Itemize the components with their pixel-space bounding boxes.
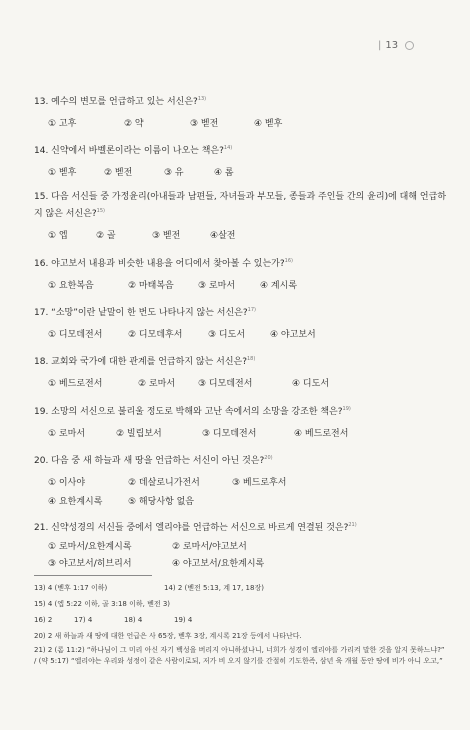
option-1[interactable]: ① 엡	[48, 231, 68, 241]
option-list	[34, 426, 446, 440]
footnote-16: 16) 2	[34, 616, 53, 624]
footnote-ref: 18)	[247, 356, 256, 362]
question-16	[34, 254, 446, 292]
question-text: 21. 신약성경의 서신들 중에서 엘리야를 언급하는 서신으로 바르게 연결된 것은?	[34, 523, 349, 533]
option-list-row-2	[34, 556, 446, 570]
footnote-14: 14) 2 (벧전 5:13, 계 17, 18장)	[164, 584, 264, 592]
footnote-18: 18) 4	[124, 616, 143, 624]
option-list-row-2	[34, 494, 446, 508]
footnote-17: 17) 4	[74, 616, 93, 624]
option-2[interactable]: ② 약	[124, 119, 144, 129]
option-2[interactable]: ② 디모데후서	[128, 330, 183, 340]
option-1[interactable]: ① 베드로전서	[48, 379, 103, 389]
footnote-19: 19) 4	[174, 616, 193, 624]
option-4[interactable]: ④ 디도서	[292, 379, 330, 389]
question-text: 19. 소망의 서신으로 불리울 정도로 박해와 고난 속에서의 소망을 강조한 책은?	[34, 407, 343, 417]
option-3[interactable]: ③ 벧전	[190, 119, 219, 129]
footnote-ref: 21)	[348, 522, 357, 528]
question-14	[34, 141, 446, 179]
question-text: 14. 신약에서 바벨론이라는 이름이 나오는 책은?	[34, 146, 224, 156]
question-text: 13. 예수의 변모를 언급하고 있는 서신은?	[34, 97, 198, 107]
option-list	[34, 278, 446, 292]
footnote-ref: 15)	[96, 208, 105, 214]
option-3[interactable]: ③ 베드로후서	[232, 478, 287, 488]
footnote-20: 20) 2 새 하늘과 새 땅에 대한 언급은 사 65장, 벧후 3장, 계시록 21장 등에서 나타난다.	[34, 632, 302, 640]
option-4[interactable]: ④ 벧후	[254, 119, 283, 129]
option-2[interactable]: ② 로마서	[138, 379, 176, 389]
footnote-13-14	[34, 582, 446, 594]
option-2[interactable]: ② 빌립보서	[116, 429, 162, 439]
question-13	[34, 92, 446, 130]
footnote-16-19	[34, 614, 446, 626]
option-4[interactable]: ④ 야고보서	[270, 330, 316, 340]
question-19	[34, 402, 446, 440]
circle-ornament-icon	[405, 41, 414, 50]
question-text: 17. “소망”이란 낱말이 한 번도 나타나지 않는 서신은?	[34, 308, 248, 318]
question-15	[34, 190, 446, 242]
footnote-15: 15) 4 (엡 5:22 이하, 골 3:18 이하, 벧전 3)	[34, 600, 171, 608]
option-1[interactable]: ① 로마서	[48, 429, 86, 439]
question-text: 20. 다음 중 새 하늘과 새 땅을 언급하는 서신이 아닌 것은?	[34, 456, 265, 466]
footnote-21: 21) 2 (롬 11:2) “하나님이 그 미리 아신 자기 백성을 버리지 아니하셨나니, 너희가 성경이 엘리야를 가리켜 말한 것을 알지 못하느냐?” / (약 5:17) “엘리야는 우리와 성정이 같은 사람이로되, 저가 비 오지 않기를 간절히 기도한즉, 삼년 육 개월 동안 땅에 비가 아니 오고,”	[34, 646, 445, 665]
option-1[interactable]: ① 로마서/요한계시록	[48, 542, 132, 552]
footnote-divider	[34, 575, 152, 576]
question-text: 15. 다음 서신들 중 가정윤리(아내들과 남편들, 자녀들과 부모들, 종들과 주인들 간의 윤리)에 대해 언급하지 않은 서신은?	[34, 192, 447, 219]
question-text: 16. 야고보서 내용과 비슷한 내용을 어디에서 찾아볼 수 있는가?	[34, 259, 285, 269]
question-21	[34, 518, 446, 570]
footnote-ref: 17)	[247, 307, 256, 313]
footnote-ref: 14)	[223, 145, 233, 151]
header-divider: |	[378, 40, 382, 51]
option-list	[34, 228, 446, 242]
option-2[interactable]: ② 마태복음	[128, 281, 174, 291]
option-3[interactable]: ③ 벧전	[152, 231, 181, 241]
option-4[interactable]: ④ 롬	[214, 168, 234, 178]
option-2[interactable]: ② 골	[96, 231, 116, 241]
option-list	[34, 475, 446, 489]
option-4[interactable]: ④ 베드로전서	[294, 429, 349, 439]
option-3[interactable]: ③ 디모데전서	[202, 429, 257, 439]
option-1[interactable]: ① 요한복음	[48, 281, 94, 291]
footnote-ref: 20)	[264, 455, 273, 461]
option-2[interactable]: ② 데살로니가전서	[128, 478, 200, 488]
option-4[interactable]: ④ 계시록	[260, 281, 298, 291]
footnote-13: 13) 4 (벧후 1:17 이하)	[34, 584, 108, 592]
option-list	[34, 327, 446, 341]
option-3[interactable]: ③ 디도서	[208, 330, 246, 340]
footnote-ref: 19)	[342, 406, 351, 412]
option-list	[34, 165, 446, 179]
option-3[interactable]: ③ 디모데전서	[198, 379, 253, 389]
option-list	[34, 376, 446, 390]
question-20	[34, 451, 446, 508]
page-header	[378, 40, 414, 51]
option-4[interactable]: ④ 요한계시록	[48, 497, 103, 507]
option-2[interactable]: ② 벧전	[104, 168, 133, 178]
footnote-ref: 16)	[284, 258, 293, 264]
page-number: 13	[385, 40, 399, 51]
option-1[interactable]: ① 고후	[48, 119, 77, 129]
option-1[interactable]: ① 벧후	[48, 168, 77, 178]
footnote-ref: 13)	[197, 96, 207, 102]
option-3[interactable]: ③ 야고보서/히브리서	[48, 559, 132, 569]
option-list	[34, 116, 446, 130]
option-2[interactable]: ② 로마서/야고보서	[172, 542, 247, 552]
option-3[interactable]: ③ 유	[164, 168, 184, 178]
option-5[interactable]: ⑤ 해당사항 없음	[128, 497, 194, 507]
option-4[interactable]: ④살전	[210, 231, 236, 241]
question-17	[34, 303, 446, 341]
option-3[interactable]: ③ 로마서	[198, 281, 236, 291]
option-list	[34, 539, 446, 553]
option-4[interactable]: ④ 야고보서/요한계시록	[172, 559, 265, 569]
option-1[interactable]: ① 이사야	[48, 478, 86, 488]
question-18	[34, 352, 446, 390]
option-1[interactable]: ① 디모데전서	[48, 330, 103, 340]
question-text: 18. 교회와 국가에 대한 관계를 언급하지 않는 서신은?	[34, 357, 247, 367]
